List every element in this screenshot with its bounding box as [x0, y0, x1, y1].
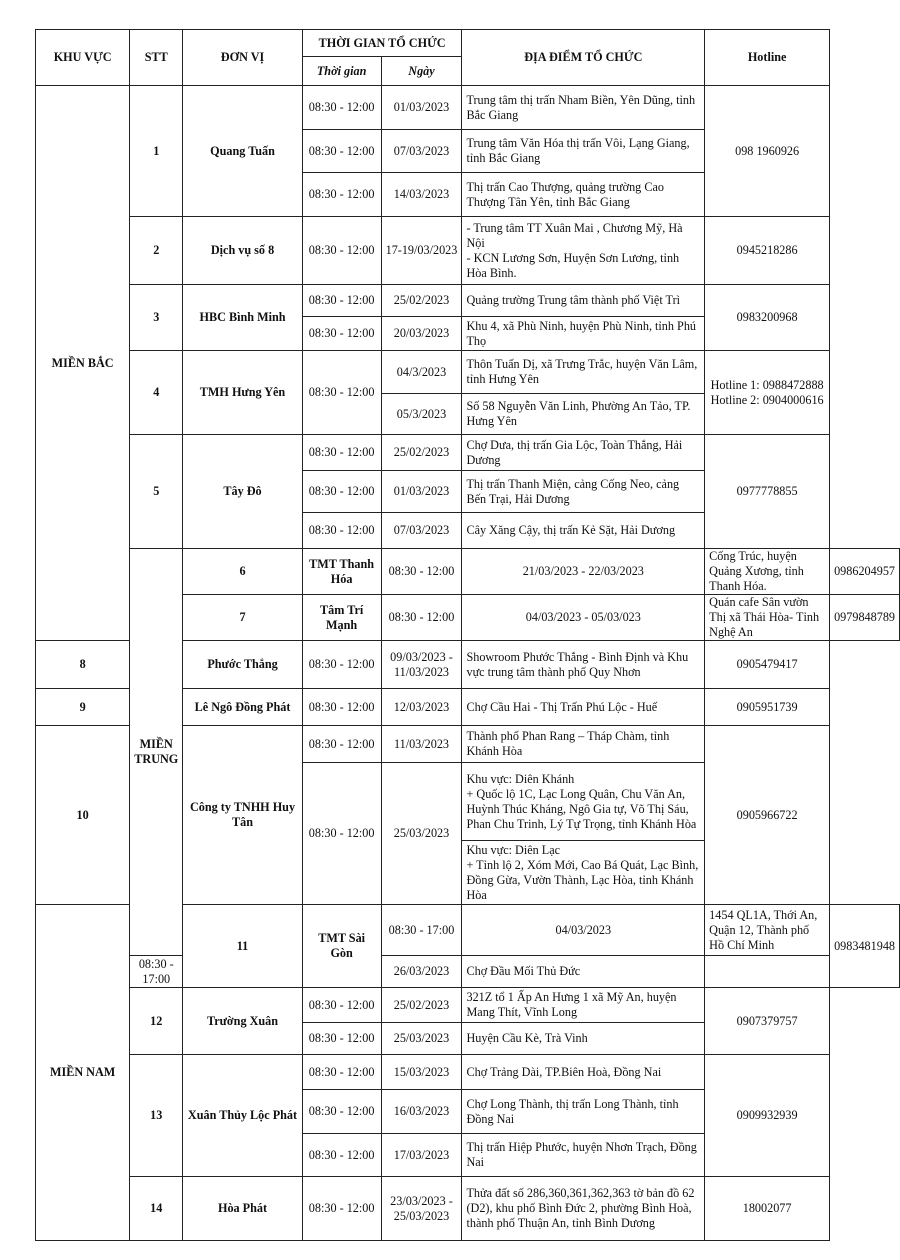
place-cell: Thôn Tuấn Dị, xã Trưng Trắc, huyện Văn Lâm, tỉnh Hưng Yên	[462, 351, 705, 394]
unit-name-cell: TMT Sài Gòn	[302, 905, 381, 988]
region-cell: MIỀN NAM	[36, 905, 130, 1241]
unit-name-cell: Trường Xuân	[183, 988, 302, 1055]
event-schedule-table	[35, 29, 900, 1241]
place-cell: Khu 4, xã Phù Ninh, huyện Phù Ninh, tỉnh Phú Thọ	[462, 317, 705, 351]
hotline-cell: 0905966722	[705, 726, 830, 905]
place-cell: 321Z tổ 1 Ấp An Hưng 1 xã Mỹ An, huyện Mang Thít, Vĩnh Long	[462, 988, 705, 1023]
unit-name-cell: Công ty TNHH Huy Tân	[183, 726, 302, 905]
place-cell: Cống Trúc, huyện Quảng Xương, tỉnh Thanh Hóa.	[705, 549, 830, 595]
time-cell: 08:30 - 12:00	[302, 1090, 381, 1134]
date-cell: 01/03/2023	[381, 471, 462, 513]
time-cell: 08:30 - 12:00	[302, 1023, 381, 1055]
place-cell: Chợ Dưa, thị trấn Gia Lộc, Toàn Thắng, Hải Dương	[462, 435, 705, 471]
date-cell: 16/03/2023	[381, 1090, 462, 1134]
time-cell: 08:30 - 12:00	[302, 130, 381, 173]
place-cell: Chợ Trảng Dài, TP.Biên Hoà, Đồng Nai	[462, 1055, 705, 1090]
unit-name-cell: Dịch vụ số 8	[183, 217, 302, 285]
time-cell: 08:30 - 12:00	[302, 86, 381, 130]
place-cell: Trung tâm thị trấn Nham Biền, Yên Dũng, tỉnh Bắc Giang	[462, 86, 705, 130]
time-cell: 08:30 - 12:00	[302, 689, 381, 726]
header-row	[36, 30, 900, 57]
stt-cell: 14	[130, 1177, 183, 1241]
hotline-cell: 098 1960926	[705, 86, 830, 217]
stt-cell: 8	[36, 641, 130, 689]
region-cell: MIỀN BẮC	[36, 86, 130, 641]
header-time: Thời gian	[302, 57, 381, 86]
date-cell: 01/03/2023	[381, 86, 462, 130]
date-cell: 25/02/2023	[381, 988, 462, 1023]
time-cell: 08:30 - 17:00	[130, 956, 183, 988]
place-cell: Trung tâm Văn Hóa thị trấn Vôi, Lạng Giang, tỉnh Bắc Giang	[462, 130, 705, 173]
place-cell: - Trung tâm TT Xuân Mai , Chương Mỹ, Hà Nội - KCN Lương Sơn, Huyện Sơn Lương, tỉnh Hòa Bình.	[462, 217, 705, 285]
time-cell: 08:30 - 12:00	[302, 285, 381, 317]
date-cell: 04/03/2023	[462, 905, 705, 956]
place-cell: Thửa đất số 286,360,361,362,363 tờ bản đồ 62 (D2), khu phố Bình Đức 2, phường Bình Hoà, thành phố Thuận An, tỉnh Bình Dương	[462, 1177, 705, 1241]
date-cell: 17/03/2023	[381, 1134, 462, 1177]
date-cell: 05/3/2023	[381, 394, 462, 435]
place-cell: Thành phố Phan Rang – Tháp Chàm, tỉnh Khánh Hòa	[462, 726, 705, 763]
place-cell: Quảng trường Trung tâm thành phố Việt Trì	[462, 285, 705, 317]
place-cell: Khu vực: Diên Khánh + Quốc lộ 1C, Lạc Long Quân, Chu Văn An, Huỳnh Thúc Kháng, Ngô Gia tự, Võ Thị Sáu, Phan Chu Trinh, Lý Tự Trọng, tỉnh Khánh Hòa	[462, 763, 705, 841]
stt-cell: 4	[130, 351, 183, 435]
time-cell: 08:30 - 12:00	[302, 173, 381, 217]
region-cell: MIỀN TRUNG	[130, 549, 183, 956]
place-cell: Cây Xăng Cậy, thị trấn Kẻ Sặt, Hải Dương	[462, 513, 705, 549]
date-cell: 11/03/2023	[381, 726, 462, 763]
place-cell: Chợ Đầu Mối Thủ Đức	[462, 956, 705, 988]
unit-name-cell: HBC Bình Minh	[183, 285, 302, 351]
header-region: KHU VỰC	[36, 30, 130, 86]
table-row	[36, 351, 900, 394]
table-row	[36, 285, 900, 317]
header-stt: STT	[130, 30, 183, 86]
place-cell: Số 58 Nguyễn Văn Linh, Phường An Tảo, TP. Hưng Yên	[462, 394, 705, 435]
place-cell: Khu vực: Diên Lạc + Tỉnh lộ 2, Xóm Mới, Cao Bá Quát, Lạc Bình, Đồng Gừa, Vườn Thành, Lạc Hòa, tỉnh Khánh Hòa	[462, 841, 705, 905]
unit-name-cell: Tây Đô	[183, 435, 302, 549]
time-cell: 08:30 - 12:00	[302, 726, 381, 763]
time-cell: 08:30 - 12:00	[302, 1055, 381, 1090]
time-cell: 08:30 - 12:00	[302, 641, 381, 689]
time-cell: 08:30 - 12:00	[302, 988, 381, 1023]
time-cell: 08:30 - 12:00	[302, 513, 381, 549]
date-cell: 09/03/2023 - 11/03/2023	[381, 641, 462, 689]
time-cell: 08:30 - 12:00	[381, 595, 462, 641]
stt-cell: 13	[130, 1055, 183, 1177]
hotline-cell: 0977778855	[705, 435, 830, 549]
header-schedule: THỜI GIAN TỔ CHỨC	[302, 30, 462, 57]
table-row	[36, 1177, 900, 1241]
table-row	[36, 956, 900, 988]
place-cell: 1454 QL1A, Thới An, Quận 12, Thành phố Hồ Chí Minh	[705, 905, 830, 956]
stt-cell: 7	[183, 595, 302, 641]
time-cell: 08:30 - 12:00	[302, 217, 381, 285]
date-cell: 25/02/2023	[381, 285, 462, 317]
unit-name-cell: Phước Thắng	[183, 641, 302, 689]
place-cell: Thị trấn Hiệp Phước, huyện Nhơn Trạch, Đồng Nai	[462, 1134, 705, 1177]
date-cell: 21/03/2023 - 22/03/2023	[462, 549, 705, 595]
hotline-cell: 0907379757	[705, 988, 830, 1055]
date-cell: 04/03/2023 - 05/03/023	[462, 595, 705, 641]
hotline-cell: 0983481948	[830, 905, 900, 988]
date-cell: 25/03/2023	[381, 1023, 462, 1055]
table-row	[36, 988, 900, 1023]
time-cell: 08:30 - 12:00	[302, 435, 381, 471]
stt-cell: 12	[130, 988, 183, 1055]
hotline-cell: 0983200968	[705, 285, 830, 351]
place-cell: Huyện Cầu Kè, Trà Vinh	[462, 1023, 705, 1055]
unit-name-cell: Quang Tuấn	[183, 86, 302, 217]
stt-cell: 11	[183, 905, 302, 988]
unit-name-cell: TMH Hưng Yên	[183, 351, 302, 435]
hotline-cell: 0905479417	[705, 641, 830, 689]
date-cell: 15/03/2023	[381, 1055, 462, 1090]
table-row	[36, 86, 900, 130]
table-row	[36, 217, 900, 285]
date-cell: 20/03/2023	[381, 317, 462, 351]
date-cell: 07/03/2023	[381, 130, 462, 173]
hotline-cell: 0945218286	[705, 217, 830, 285]
hotline-cell: 0905951739	[705, 689, 830, 726]
time-cell: 08:30 - 12:00	[302, 471, 381, 513]
hotline-cell: 18002077	[705, 1177, 830, 1241]
date-cell: 25/03/2023	[381, 763, 462, 905]
header-date: Ngày	[381, 57, 462, 86]
stt-cell: 3	[130, 285, 183, 351]
stt-cell: 6	[183, 549, 302, 595]
time-cell: 08:30 - 12:00	[381, 549, 462, 595]
hotline-cell: 0909932939	[705, 1055, 830, 1177]
date-cell: 04/3/2023	[381, 351, 462, 394]
place-cell: Thị trấn Thanh Miện, cảng Cống Neo, cảng Bến Trại, Hải Dương	[462, 471, 705, 513]
stt-cell: 10	[36, 726, 130, 905]
date-cell: 17-19/03/2023	[381, 217, 462, 285]
time-cell: 08:30 - 12:00	[302, 351, 381, 435]
unit-name-cell: Tâm Trí Mạnh	[302, 595, 381, 641]
stt-cell: 1	[130, 86, 183, 217]
place-cell: Quán cafe Sân vườn Thị xã Thái Hòa- Tỉnh Nghệ An	[705, 595, 830, 641]
date-cell: 23/03/2023 - 25/03/2023	[381, 1177, 462, 1241]
time-cell: 08:30 - 12:00	[302, 763, 381, 905]
hotline-cell: 0986204957	[830, 549, 900, 595]
time-cell: 08:30 - 17:00	[381, 905, 462, 956]
time-cell: 08:30 - 12:00	[302, 1134, 381, 1177]
place-cell: Showroom Phước Thắng - Bình Định và Khu vực trung tâm thành phố Quy Nhơn	[462, 641, 705, 689]
table-row	[36, 435, 900, 471]
stt-cell: 9	[36, 689, 130, 726]
unit-name-cell: Lê Ngô Đồng Phát	[183, 689, 302, 726]
date-cell: 12/03/2023	[381, 689, 462, 726]
hotline-cell: 0979848789	[830, 595, 900, 641]
unit-name-cell: Xuân Thủy Lộc Phát	[183, 1055, 302, 1177]
place-cell: Thị trấn Cao Thượng, quảng trường Cao Thượng Tân Yên, tỉnh Bắc Giang	[462, 173, 705, 217]
stt-cell: 2	[130, 217, 183, 285]
unit-name-cell: Hòa Phát	[183, 1177, 302, 1241]
header-unit: ĐƠN VỊ	[183, 30, 302, 86]
hotline-cell: Hotline 1: 0988472888 Hotline 2: 0904000616	[705, 351, 830, 435]
place-cell: Chợ Cầu Hai - Thị Trấn Phú Lộc - Huế	[462, 689, 705, 726]
header-place: ĐỊA ĐIỂM TỔ CHỨC	[462, 30, 705, 86]
date-cell: 26/03/2023	[381, 956, 462, 988]
unit-name-cell: TMT Thanh Hóa	[302, 549, 381, 595]
header-hotline: Hotline	[705, 30, 830, 86]
date-cell: 07/03/2023	[381, 513, 462, 549]
stt-cell: 5	[130, 435, 183, 549]
time-cell: 08:30 - 12:00	[302, 1177, 381, 1241]
date-cell: 14/03/2023	[381, 173, 462, 217]
date-cell: 25/02/2023	[381, 435, 462, 471]
table-row	[36, 549, 900, 595]
time-cell: 08:30 - 12:00	[302, 317, 381, 351]
table-row	[36, 1055, 900, 1090]
place-cell: Chợ Long Thành, thị trấn Long Thành, tỉnh Đồng Nai	[462, 1090, 705, 1134]
